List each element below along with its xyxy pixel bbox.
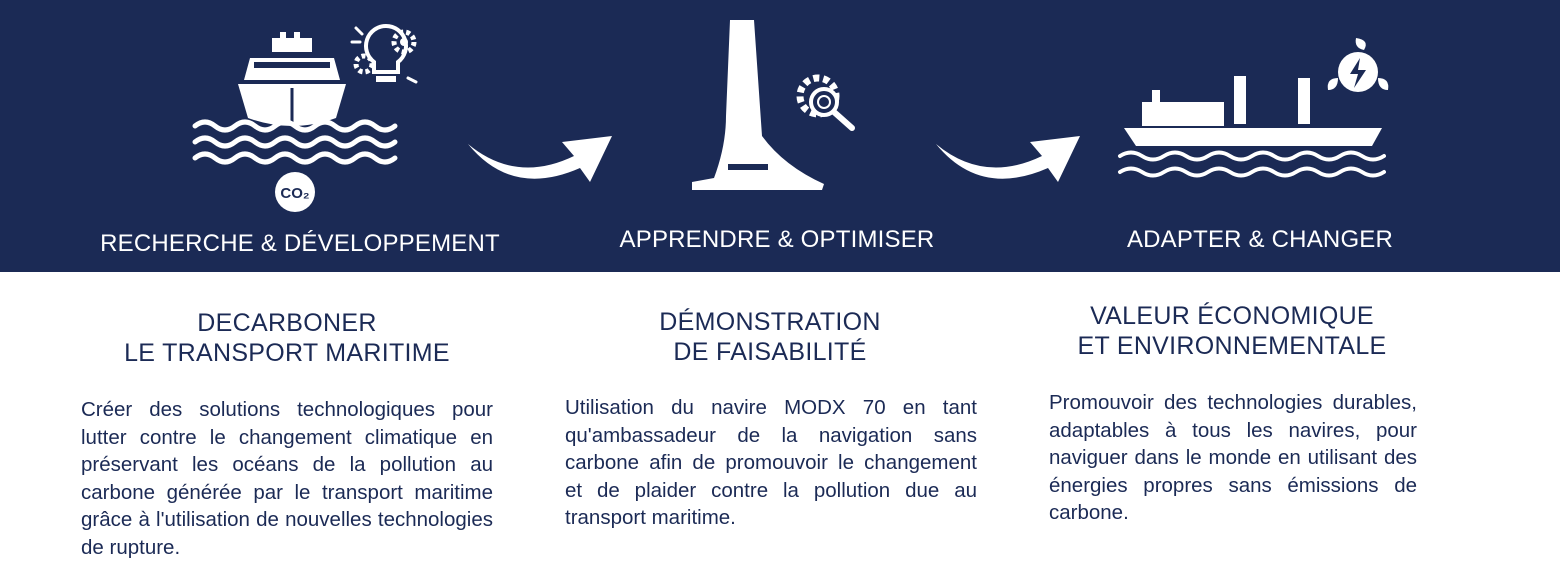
waves-icon bbox=[190, 118, 400, 166]
column-body-demonstration: Utilisation du navire MODX 70 en tant qu'ambassadeur de la navigation sans carbone afin de promouvoir le changement et de plaider contre la pollution due au transport maritime. bbox=[565, 396, 977, 529]
column-body-value: Promouvoir des technologies durables, adaptables à tous les navires, pour naviguer dans le monde en utilisant des énergies propres sans émissions de carbone. bbox=[1049, 391, 1417, 524]
arrow-right-icon bbox=[466, 112, 616, 188]
arrow-right-icon bbox=[934, 112, 1084, 188]
column-title-line: DÉMONSTRATION bbox=[659, 308, 881, 336]
stage-label-learn: APPRENDRE & OPTIMISER bbox=[619, 226, 935, 253]
energy-leaf-icon bbox=[1320, 34, 1396, 104]
column-title-line: LE TRANSPORT MARITIME bbox=[124, 339, 450, 367]
co2-label: CO₂ bbox=[280, 185, 310, 202]
column-title-value bbox=[1078, 301, 1387, 361]
stage-label-adapt: ADAPTER & CHANGER bbox=[1126, 226, 1394, 253]
stage-label-research: RECHERCHE & DÉVELOPPEMENT bbox=[100, 230, 500, 257]
column-title-demonstration bbox=[659, 307, 881, 367]
gear-magnifier-icon bbox=[794, 72, 860, 136]
lightbulb-gears-icon bbox=[348, 18, 424, 94]
column-title-line: DECARBONER bbox=[197, 309, 377, 337]
column-title-decarbonize bbox=[124, 308, 450, 368]
column-title-line: DE FAISABILITÉ bbox=[673, 338, 867, 366]
co2-icon bbox=[270, 170, 320, 214]
column-body-decarbonize: Créer des solutions technologiques pour lutter contre le changement climatique en préservant les océans de la pollution au carbone générée par le transport maritime grâce à l'utilisation de nouvelles technologies de rupture. bbox=[81, 398, 493, 559]
waves-icon bbox=[1116, 148, 1386, 182]
column-title-line: ET ENVIRONNEMENTALE bbox=[1077, 332, 1387, 360]
column-title-line: VALEUR ÉCONOMIQUE bbox=[1090, 302, 1374, 330]
